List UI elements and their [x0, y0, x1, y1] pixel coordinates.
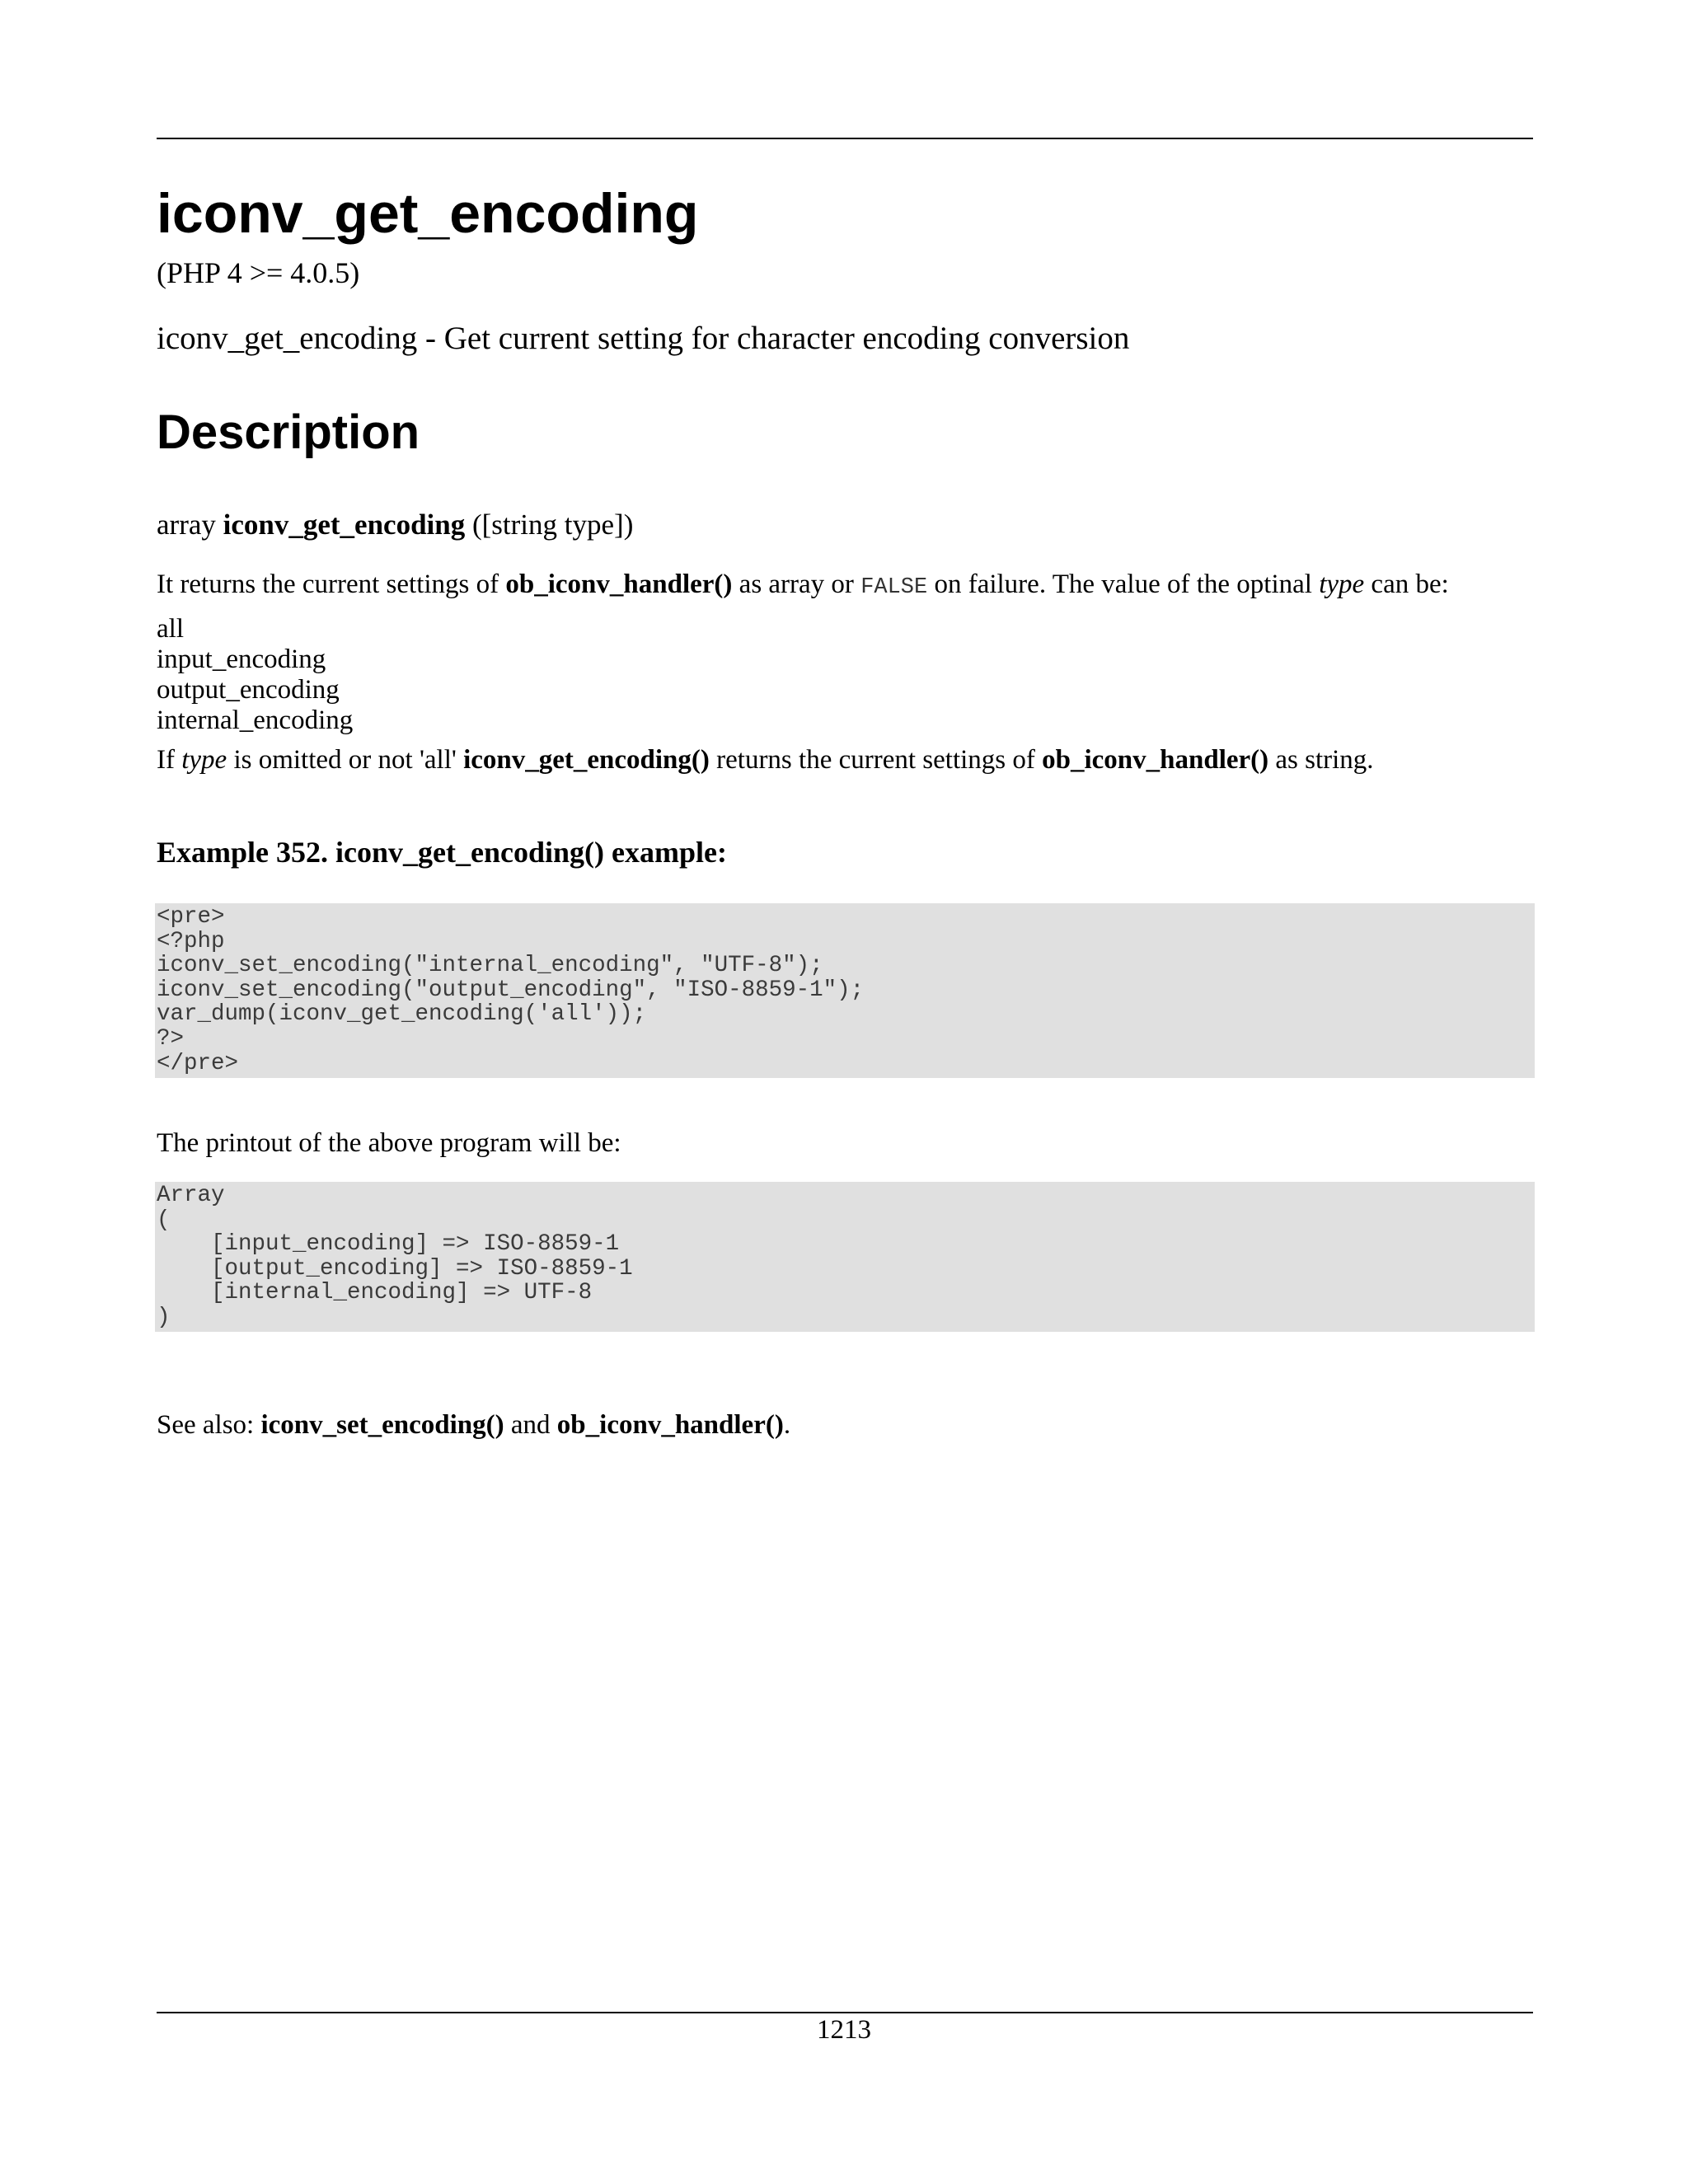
para2-text-4: as string. — [1268, 745, 1374, 775]
code-line: Array — [157, 1183, 225, 1208]
code-line: iconv_set_encoding("internal_encoding", "UTF-8"); — [157, 953, 823, 979]
function-synopsis — [157, 508, 633, 542]
para1-text-4: can be: — [1364, 569, 1449, 599]
return-paragraph — [157, 744, 1374, 777]
type-values-list — [157, 614, 353, 736]
code-line: <pre> — [157, 904, 225, 930]
code-line: ( — [157, 1207, 171, 1233]
see-also-and: and — [504, 1410, 557, 1440]
description-heading: Description — [157, 405, 420, 459]
ob-iconv-handler-ref: ob_iconv_handler() — [505, 569, 733, 599]
code-line: var_dump(iconv_get_encoding('all')); — [157, 1001, 647, 1028]
ob-iconv-handler-ref: ob_iconv_handler() — [1042, 745, 1269, 775]
para1-text-1: It returns the current settings of — [157, 569, 506, 599]
synopsis-params: ([string type]) — [472, 509, 634, 541]
refpurpose: iconv_get_encoding - Get current setting for character encoding conversion — [157, 321, 1130, 356]
list-item: internal_encoding — [157, 705, 354, 735]
code-line: ?> — [157, 1025, 185, 1052]
page-title: iconv_get_encoding — [157, 182, 699, 245]
synopsis-return-type: array — [157, 509, 216, 541]
list-item: output_encoding — [157, 675, 340, 705]
list-item: input_encoding — [157, 644, 326, 674]
code-line: </pre> — [157, 1050, 239, 1076]
code-line: [input_encoding] => ISO-8859-1 — [157, 1231, 620, 1258]
code-line: iconv_set_encoding("output_encoding", "ISO-8859-1"); — [157, 977, 865, 1003]
type-param: type — [1319, 569, 1365, 599]
para1-text-2: as array or — [732, 569, 861, 599]
para2-text-2: is omitted or not 'all' — [227, 745, 464, 775]
para2-text-1: If — [157, 745, 182, 775]
code-line: [internal_encoding] => UTF-8 — [157, 1280, 593, 1306]
false-literal: FALSE — [860, 575, 928, 600]
see-also-end: . — [783, 1410, 791, 1440]
iconv-set-encoding-link[interactable]: iconv_set_encoding() — [260, 1410, 504, 1440]
list-item: all — [157, 614, 184, 644]
page-number: 1213 — [817, 2015, 871, 2045]
see-also — [157, 1409, 790, 1442]
code-line: [output_encoding] => ISO-8859-1 — [157, 1255, 633, 1282]
example-title: Example 352. iconv_get_encoding() example: — [157, 836, 727, 869]
ob-iconv-handler-link[interactable]: ob_iconv_handler() — [556, 1410, 784, 1440]
code-line: <?php — [157, 928, 225, 954]
see-also-label: See also: — [157, 1410, 261, 1440]
printout-label: The printout of the above program will be: — [157, 1128, 621, 1158]
type-param: type — [181, 745, 227, 775]
footer-rule — [157, 2012, 1533, 2013]
output-code-block — [155, 1182, 1535, 1332]
php-version: (PHP 4 >= 4.0.5) — [157, 256, 360, 289]
code-line: ) — [157, 1304, 171, 1330]
para2-text-3: returns the current settings of — [709, 745, 1043, 775]
example-code-block — [155, 903, 1535, 1078]
iconv-get-encoding-ref: iconv_get_encoding() — [463, 745, 710, 775]
header-rule — [157, 138, 1533, 139]
synopsis-function-name: iconv_get_encoding — [223, 509, 466, 541]
description-paragraph — [157, 569, 1449, 602]
para1-text-3: on failure. The value of the optinal — [927, 569, 1320, 599]
